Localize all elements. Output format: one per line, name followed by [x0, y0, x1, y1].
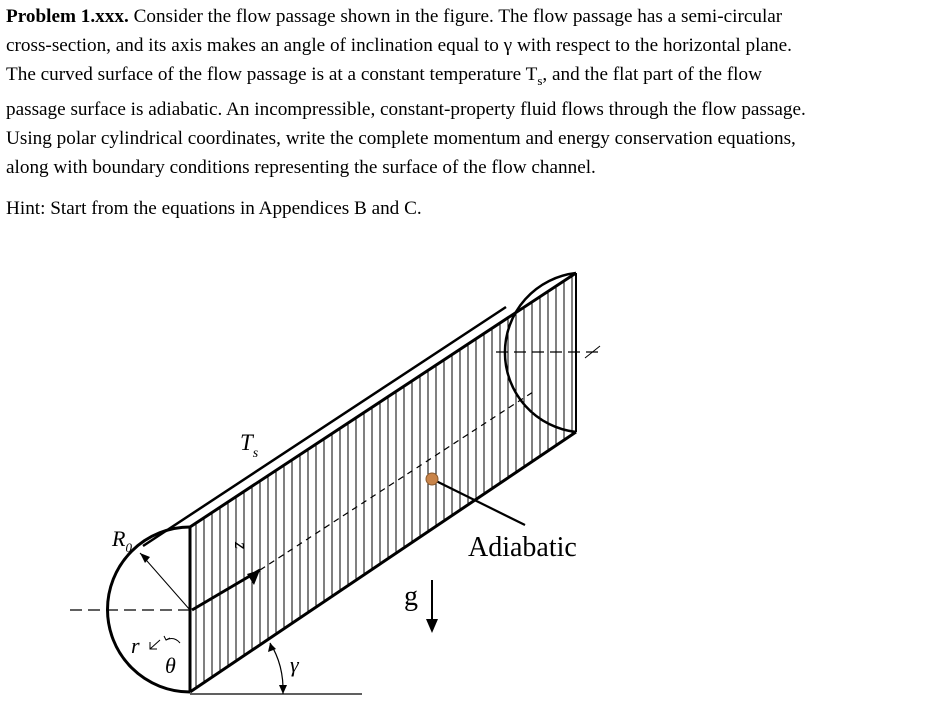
adiabatic-pointer-dot [426, 473, 438, 485]
problem-label: Problem 1.xxx. [6, 6, 129, 27]
problem-line-3a: The curved surface of the flow passage is at a constant temperature T [6, 64, 538, 85]
gravity-label: g [404, 581, 418, 612]
z-label: z [231, 542, 251, 550]
adiabatic-hatching [196, 276, 572, 688]
r0-label: $R_0$ [112, 526, 132, 555]
problem-line-3b: , and the flat part of the flow [542, 64, 762, 85]
r-theta-arrows [150, 636, 180, 649]
problem-line-1: Consider the flow passage shown in the figure. The flow passage has a semi-circular [128, 6, 783, 27]
gamma-label: γ [290, 652, 299, 677]
theta-label: θ [165, 653, 176, 678]
problem-line-2: cross-section, and its axis makes an angle of inclination equal to γ with respect to the horizontal plane. [6, 35, 792, 56]
problem-line-4: passage surface is adiabatic. An incompressible, constant-property fluid flows through the flow passage. [6, 98, 806, 120]
r-label: r [131, 633, 140, 658]
radius-arrow [140, 553, 190, 610]
flat-face-outline [143, 273, 576, 692]
problem-line-5: Using polar cylindrical coordinates, write the complete momentum and energy conservation equations, [6, 127, 796, 149]
hint-text: Hint: Start from the equations in Appendices B and C. [6, 198, 422, 219]
problem-line-3-sub: s [537, 72, 543, 88]
ts-label: $T_s$ [240, 430, 259, 461]
adiabatic-label: Adiabatic [468, 532, 577, 563]
problem-line-6: along with boundary conditions representing the surface of the flow channel. [6, 156, 596, 178]
